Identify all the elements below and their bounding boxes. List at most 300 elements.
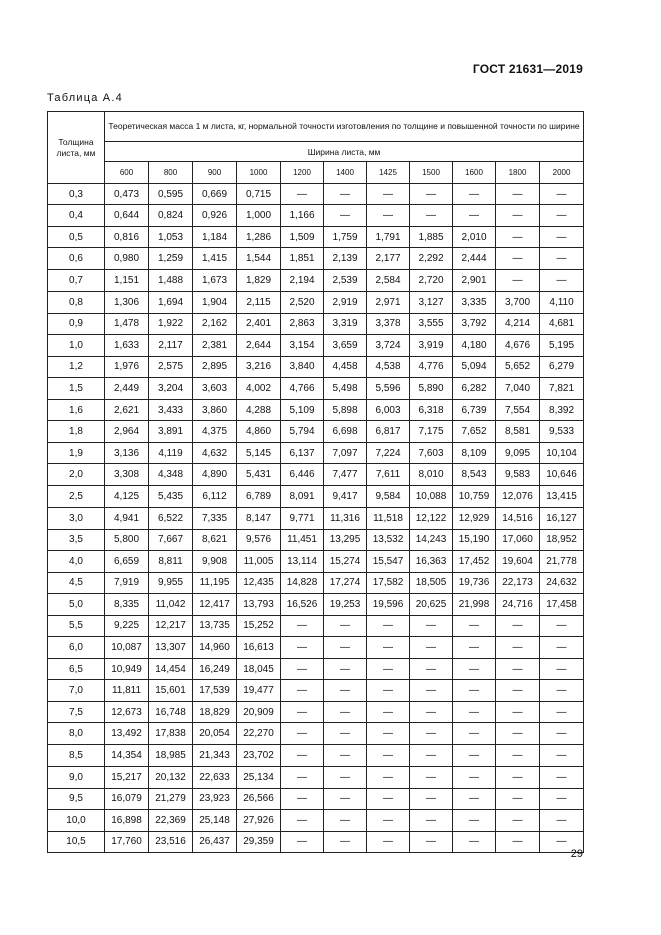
mass-cell: — [453, 184, 496, 205]
mass-cell: — [281, 809, 324, 831]
mass-cell: — [453, 745, 496, 766]
mass-cell: — [540, 270, 584, 291]
mass-cell: 14,354 [105, 745, 149, 766]
thickness-cell: 10,0 [48, 809, 105, 831]
table-row [48, 745, 584, 766]
mass-cell: 26,437 [193, 831, 237, 852]
mass-cell: 8,543 [453, 464, 496, 486]
mass-cell: 21,279 [149, 788, 193, 809]
mass-cell: 1,166 [281, 205, 324, 227]
mass-cell: 6,817 [367, 421, 410, 443]
mass-cell: 5,195 [540, 334, 584, 356]
mass-cell: 20,132 [149, 766, 193, 788]
mass-cell: — [410, 659, 453, 680]
mass-cell: 16,079 [105, 788, 149, 809]
mass-cell: 19,604 [496, 550, 540, 572]
mass-cell: 5,498 [324, 377, 367, 399]
thickness-cell: 3,5 [48, 529, 105, 550]
mass-cell: 7,667 [149, 529, 193, 550]
mass-cell: 12,417 [193, 593, 237, 615]
mass-cell: 2,644 [237, 334, 281, 356]
mass-cell: 1,306 [105, 291, 149, 313]
mass-cell: 4,681 [540, 313, 584, 334]
table-row [48, 659, 584, 680]
mass-cell: — [540, 659, 584, 680]
mass-cell: 7,554 [496, 399, 540, 420]
table-row [48, 334, 584, 356]
mass-cell: — [410, 702, 453, 723]
mass-cell: — [281, 680, 324, 702]
thickness-cell: 5,0 [48, 593, 105, 615]
mass-cell: — [410, 766, 453, 788]
mass-cell: — [453, 615, 496, 636]
mass-cell: — [281, 788, 324, 809]
mass-cell: 9,417 [324, 486, 367, 507]
mass-cell: 23,516 [149, 831, 193, 852]
mass-cell: 1,151 [105, 270, 149, 291]
mass-cell: 3,136 [105, 443, 149, 464]
mass-cell: 18,045 [237, 659, 281, 680]
table-row [48, 529, 584, 550]
mass-cell: 5,890 [410, 377, 453, 399]
mass-cell: — [540, 723, 584, 745]
mass-cell: 1,633 [105, 334, 149, 356]
mass-cell: 1,851 [281, 248, 324, 270]
thickness-column-header: Толщина листа, мм [48, 112, 105, 184]
mass-cell: 13,114 [281, 550, 324, 572]
mass-cell: — [324, 766, 367, 788]
mass-cell: 6,003 [367, 399, 410, 420]
mass-cell: 10,104 [540, 443, 584, 464]
mass-cell: — [540, 702, 584, 723]
mass-cell: 18,505 [410, 572, 453, 593]
mass-cell: 1,922 [149, 313, 193, 334]
mass-cell: — [281, 184, 324, 205]
table-row [48, 399, 584, 420]
width-column-header: 1400 [324, 162, 367, 184]
mass-cell: 8,621 [193, 529, 237, 550]
table-row [48, 723, 584, 745]
table-row [48, 270, 584, 291]
mass-cell: 20,909 [237, 702, 281, 723]
mass-cell: 2,539 [324, 270, 367, 291]
mass-cell: — [324, 788, 367, 809]
mass-cell: 2,444 [453, 248, 496, 270]
mass-cell: — [496, 248, 540, 270]
mass-cell: — [453, 723, 496, 745]
mass-cell: 18,829 [193, 702, 237, 723]
mass-cell: — [496, 637, 540, 659]
mass-cell: — [281, 659, 324, 680]
mass-cell: — [324, 809, 367, 831]
mass-cell: 1,478 [105, 313, 149, 334]
mass-cell: 1,885 [410, 227, 453, 248]
table-row [48, 227, 584, 248]
mass-cell: — [367, 745, 410, 766]
mass-cell: 9,955 [149, 572, 193, 593]
mass-cell: 1,673 [193, 270, 237, 291]
thickness-cell: 0,4 [48, 205, 105, 227]
table-row [48, 615, 584, 636]
mass-cell: 3,860 [193, 399, 237, 420]
thickness-cell: 10,5 [48, 831, 105, 852]
mass-cell: 16,748 [149, 702, 193, 723]
mass-cell: — [540, 680, 584, 702]
width-column-header: 800 [149, 162, 193, 184]
mass-cell: 9,771 [281, 507, 324, 529]
mass-cell: 0,824 [149, 205, 193, 227]
mass-cell: 22,369 [149, 809, 193, 831]
mass-cell: — [281, 745, 324, 766]
mass-cell: 5,652 [496, 356, 540, 377]
width-column-header: 1000 [237, 162, 281, 184]
table-row [48, 680, 584, 702]
mass-cell: — [281, 831, 324, 852]
mass-cell: 1,509 [281, 227, 324, 248]
table-row [48, 831, 584, 852]
mass-cell: 1,488 [149, 270, 193, 291]
mass-cell: — [324, 184, 367, 205]
mass-cell: 2,117 [149, 334, 193, 356]
mass-cell: 7,335 [193, 507, 237, 529]
mass-cell: — [367, 680, 410, 702]
mass-cell: 4,890 [193, 464, 237, 486]
table-description: Теоретическая масса 1 м листа, кг, нормальной точности изготовления по толщине и повышенной точности по ширине [105, 112, 584, 142]
table-row [48, 593, 584, 615]
mass-cell: — [324, 659, 367, 680]
mass-cell: 27,926 [237, 809, 281, 831]
table-row [48, 313, 584, 334]
thickness-cell: 8,5 [48, 745, 105, 766]
mass-cell: 26,566 [237, 788, 281, 809]
width-column-header: 1425 [367, 162, 410, 184]
mass-cell: 17,274 [324, 572, 367, 593]
mass-cell: — [367, 809, 410, 831]
mass-cell: 13,793 [237, 593, 281, 615]
mass-cell: 4,288 [237, 399, 281, 420]
mass-cell: 1,000 [237, 205, 281, 227]
mass-cell: — [496, 205, 540, 227]
mass-cell: — [410, 723, 453, 745]
mass-cell: 13,735 [193, 615, 237, 636]
thickness-cell: 1,2 [48, 356, 105, 377]
thickness-cell: 7,0 [48, 680, 105, 702]
mass-cell: 2,010 [453, 227, 496, 248]
mass-cell: — [410, 615, 453, 636]
mass-cell: 3,308 [105, 464, 149, 486]
mass-cell: 3,891 [149, 421, 193, 443]
mass-cell: 6,789 [237, 486, 281, 507]
mass-cell: 8,392 [540, 399, 584, 420]
thickness-cell: 1,8 [48, 421, 105, 443]
mass-cell: 11,005 [237, 550, 281, 572]
mass-cell: 3,603 [193, 377, 237, 399]
mass-cell: — [496, 723, 540, 745]
mass-cell: 0,595 [149, 184, 193, 205]
table-row [48, 702, 584, 723]
mass-cell: 14,828 [281, 572, 324, 593]
mass-cell: 20,054 [193, 723, 237, 745]
mass-cell: 4,110 [540, 291, 584, 313]
mass-cell: 22,173 [496, 572, 540, 593]
thickness-cell: 1,5 [48, 377, 105, 399]
mass-cell: 1,286 [237, 227, 281, 248]
mass-cell: 16,898 [105, 809, 149, 831]
mass-cell: 2,381 [193, 334, 237, 356]
mass-cell: 3,433 [149, 399, 193, 420]
mass-cell: 3,319 [324, 313, 367, 334]
mass-cell: 18,985 [149, 745, 193, 766]
mass-cell: 2,584 [367, 270, 410, 291]
table-row [48, 550, 584, 572]
mass-cell: 17,760 [105, 831, 149, 852]
mass-cell: — [540, 637, 584, 659]
mass-cell: — [367, 831, 410, 852]
mass-cell: — [324, 680, 367, 702]
mass-cell: 25,148 [193, 809, 237, 831]
table-row [48, 356, 584, 377]
width-values-row [48, 162, 584, 184]
mass-cell: 2,520 [281, 291, 324, 313]
mass-cell: 17,539 [193, 680, 237, 702]
mass-cell: — [367, 788, 410, 809]
mass-cell: — [281, 766, 324, 788]
table-row [48, 572, 584, 593]
mass-cell: 1,976 [105, 356, 149, 377]
mass-cell: 5,109 [281, 399, 324, 420]
mass-cell: 3,204 [149, 377, 193, 399]
mass-cell: — [496, 184, 540, 205]
mass-cell: 16,127 [540, 507, 584, 529]
mass-cell: 6,318 [410, 399, 453, 420]
mass-cell: 1,759 [324, 227, 367, 248]
mass-cell: — [496, 766, 540, 788]
mass-cell: 19,253 [324, 593, 367, 615]
mass-cell: 22,270 [237, 723, 281, 745]
width-column-header: 900 [193, 162, 237, 184]
width-column-header: 2000 [540, 162, 584, 184]
mass-cell: 4,676 [496, 334, 540, 356]
mass-cell: — [410, 680, 453, 702]
mass-cell: — [367, 205, 410, 227]
mass-cell: 7,603 [410, 443, 453, 464]
mass-cell: 2,575 [149, 356, 193, 377]
mass-cell: 12,122 [410, 507, 453, 529]
mass-cell: 8,581 [496, 421, 540, 443]
mass-cell: — [540, 205, 584, 227]
mass-cell: 4,125 [105, 486, 149, 507]
mass-cell: 4,214 [496, 313, 540, 334]
mass-cell: 4,941 [105, 507, 149, 529]
mass-cell: 2,901 [453, 270, 496, 291]
mass-cell: 24,716 [496, 593, 540, 615]
mass-cell: 3,724 [367, 334, 410, 356]
mass-cell: 17,452 [453, 550, 496, 572]
table-row [48, 464, 584, 486]
mass-cell: 10,759 [453, 486, 496, 507]
mass-cell: 0,473 [105, 184, 149, 205]
mass-cell: 8,335 [105, 593, 149, 615]
mass-cell: 9,225 [105, 615, 149, 636]
mass-cell: 0,926 [193, 205, 237, 227]
mass-cell: 10,088 [410, 486, 453, 507]
mass-cell: 13,532 [367, 529, 410, 550]
width-column-header: 1800 [496, 162, 540, 184]
mass-cell: 6,522 [149, 507, 193, 529]
table-row [48, 507, 584, 529]
mass-cell: 3,154 [281, 334, 324, 356]
thickness-cell: 3,0 [48, 507, 105, 529]
mass-cell: 2,895 [193, 356, 237, 377]
mass-cell: 4,860 [237, 421, 281, 443]
mass-cell: — [540, 184, 584, 205]
mass-cell: 14,243 [410, 529, 453, 550]
mass-cell: — [367, 723, 410, 745]
mass-cell: — [496, 615, 540, 636]
mass-cell: 13,307 [149, 637, 193, 659]
mass-cell: — [453, 680, 496, 702]
table-row [48, 421, 584, 443]
mass-cell: — [367, 184, 410, 205]
mass-cell: — [453, 205, 496, 227]
thickness-cell: 0,9 [48, 313, 105, 334]
document-standard-code: ГОСТ 21631—2019 [472, 62, 583, 76]
thickness-cell: 1,6 [48, 399, 105, 420]
mass-cell: 2,720 [410, 270, 453, 291]
mass-cell: — [324, 745, 367, 766]
mass-cell: 7,611 [367, 464, 410, 486]
mass-cell: 8,091 [281, 486, 324, 507]
width-column-header: 1600 [453, 162, 496, 184]
mass-cell: — [496, 227, 540, 248]
mass-cell: 5,800 [105, 529, 149, 550]
mass-cell: 2,177 [367, 248, 410, 270]
mass-cell: 16,613 [237, 637, 281, 659]
mass-cell: 6,282 [453, 377, 496, 399]
thickness-cell: 6,0 [48, 637, 105, 659]
mass-cell: — [496, 659, 540, 680]
mass-cell: 0,669 [193, 184, 237, 205]
mass-cell: 5,431 [237, 464, 281, 486]
mass-cell: 3,127 [410, 291, 453, 313]
mass-cell: 4,375 [193, 421, 237, 443]
thickness-cell: 1,9 [48, 443, 105, 464]
mass-cell: 1,694 [149, 291, 193, 313]
mass-cell: 7,477 [324, 464, 367, 486]
mass-cell: — [410, 745, 453, 766]
mass-cell: 14,454 [149, 659, 193, 680]
mass-cell: 10,087 [105, 637, 149, 659]
mass-cell: 2,863 [281, 313, 324, 334]
mass-cell: 6,446 [281, 464, 324, 486]
table-row [48, 248, 584, 270]
table-row [48, 809, 584, 831]
page-number: 29 [570, 848, 583, 860]
mass-cell: — [540, 745, 584, 766]
mass-cell: — [324, 205, 367, 227]
mass-cell: — [324, 702, 367, 723]
mass-cell: 6,112 [193, 486, 237, 507]
mass-cell: 10,646 [540, 464, 584, 486]
mass-cell: — [281, 702, 324, 723]
mass-cell: — [540, 615, 584, 636]
mass-cell: — [453, 809, 496, 831]
mass-cell: 2,919 [324, 291, 367, 313]
table-row [48, 443, 584, 464]
mass-cell: 6,279 [540, 356, 584, 377]
thickness-cell: 5,5 [48, 615, 105, 636]
mass-cell: 7,175 [410, 421, 453, 443]
mass-cell: 5,145 [237, 443, 281, 464]
mass-cell: 15,217 [105, 766, 149, 788]
mass-cell: — [367, 637, 410, 659]
mass-cell: 2,115 [237, 291, 281, 313]
mass-cell: 12,217 [149, 615, 193, 636]
mass-cell: — [367, 615, 410, 636]
mass-cell: 9,584 [367, 486, 410, 507]
mass-cell: 3,659 [324, 334, 367, 356]
mass-cell: 9,576 [237, 529, 281, 550]
mass-cell: 6,659 [105, 550, 149, 572]
mass-cell: 12,435 [237, 572, 281, 593]
mass-cell: 22,633 [193, 766, 237, 788]
thickness-cell: 0,7 [48, 270, 105, 291]
thickness-cell: 2,0 [48, 464, 105, 486]
mass-cell: 13,492 [105, 723, 149, 745]
mass-cell: 17,582 [367, 572, 410, 593]
mass-cell: 1,259 [149, 248, 193, 270]
mass-cell: 19,596 [367, 593, 410, 615]
mass-cell: 11,518 [367, 507, 410, 529]
mass-cell: 17,838 [149, 723, 193, 745]
mass-cell: 20,625 [410, 593, 453, 615]
thickness-cell: 1,0 [48, 334, 105, 356]
table-row [48, 486, 584, 507]
mass-cell: 7,224 [367, 443, 410, 464]
mass-cell: 4,002 [237, 377, 281, 399]
mass-cell: 9,533 [540, 421, 584, 443]
table-row [48, 637, 584, 659]
mass-cell: 3,335 [453, 291, 496, 313]
mass-cell: 7,040 [496, 377, 540, 399]
table-row [48, 788, 584, 809]
mass-cell: — [410, 184, 453, 205]
mass-cell: 4,766 [281, 377, 324, 399]
mass-cell: 0,715 [237, 184, 281, 205]
mass-cell: — [410, 637, 453, 659]
mass-cell: 0,980 [105, 248, 149, 270]
thickness-cell: 4,5 [48, 572, 105, 593]
mass-cell: 2,621 [105, 399, 149, 420]
mass-cell: 10,949 [105, 659, 149, 680]
mass-cell: — [410, 831, 453, 852]
mass-cell: 21,343 [193, 745, 237, 766]
mass-cell: 21,998 [453, 593, 496, 615]
mass-cell: 16,363 [410, 550, 453, 572]
mass-cell: 11,042 [149, 593, 193, 615]
mass-cell: — [324, 637, 367, 659]
mass-cell: 1,053 [149, 227, 193, 248]
mass-cell: 5,794 [281, 421, 324, 443]
mass-cell: 25,134 [237, 766, 281, 788]
mass-cell: — [496, 702, 540, 723]
mass-cell: 15,252 [237, 615, 281, 636]
mass-cell: 23,923 [193, 788, 237, 809]
mass-cell: 1,904 [193, 291, 237, 313]
mass-cell: 7,821 [540, 377, 584, 399]
table-row [48, 766, 584, 788]
mass-cell: 16,526 [281, 593, 324, 615]
